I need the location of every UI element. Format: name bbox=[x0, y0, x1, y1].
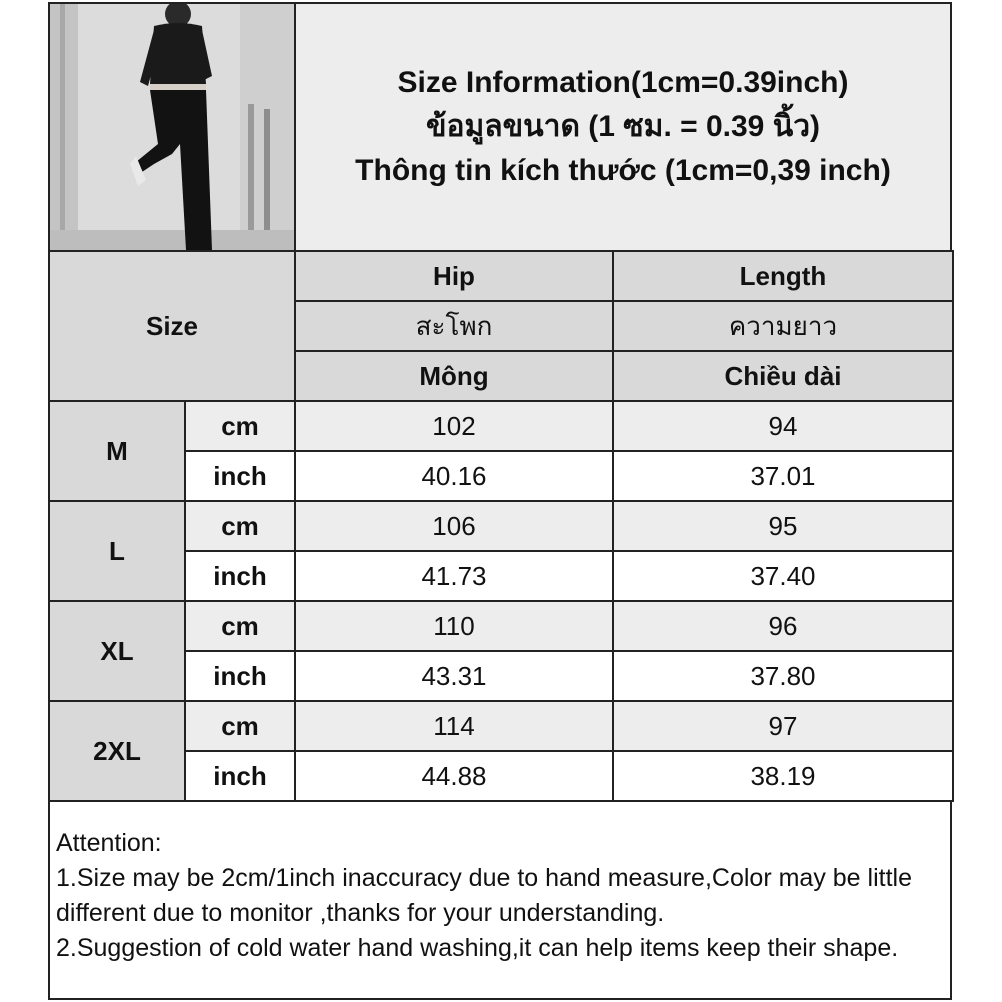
table-row bbox=[49, 701, 953, 751]
size-name-2xl: 2XL bbox=[49, 701, 185, 801]
hip-header-en: Hip bbox=[295, 251, 613, 301]
length-value: 37.01 bbox=[613, 451, 953, 501]
table-row bbox=[49, 451, 953, 501]
attention-note-2: 2.Suggestion of cold water hand washing,it can help items keep their shape. bbox=[56, 934, 899, 962]
model-photo-illustration bbox=[50, 4, 294, 250]
unit-cell: inch bbox=[185, 651, 295, 701]
header-title-english: Size Information(1cm=0.39inch) bbox=[397, 66, 849, 99]
length-header-vi: Chiều dài bbox=[613, 351, 953, 401]
size-name-m: M bbox=[49, 401, 185, 501]
product-photo bbox=[50, 4, 296, 250]
unit-cell: cm bbox=[185, 401, 295, 451]
length-value: 95 bbox=[613, 501, 953, 551]
hip-value: 44.88 bbox=[295, 751, 613, 801]
length-value: 97 bbox=[613, 701, 953, 751]
hip-value: 114 bbox=[295, 701, 613, 751]
attention-notes bbox=[50, 826, 950, 998]
length-header-en: Length bbox=[613, 251, 953, 301]
table-row bbox=[49, 601, 953, 651]
size-table bbox=[48, 250, 954, 802]
hip-value: 106 bbox=[295, 501, 613, 551]
length-header-th: ความยาว bbox=[613, 301, 953, 351]
length-value: 94 bbox=[613, 401, 953, 451]
unit-cell: cm bbox=[185, 601, 295, 651]
hip-header-th: สะโพก bbox=[295, 301, 613, 351]
table-row bbox=[49, 651, 953, 701]
hip-header-vi: Mông bbox=[295, 351, 613, 401]
length-value: 37.40 bbox=[613, 551, 953, 601]
header-title-vietnamese: Thông tin kích thước (1cm=0,39 inch) bbox=[355, 154, 891, 187]
length-value: 96 bbox=[613, 601, 953, 651]
size-information-header bbox=[296, 4, 950, 250]
length-value: 38.19 bbox=[613, 751, 953, 801]
size-name-l: L bbox=[49, 501, 185, 601]
size-name-xl: XL bbox=[49, 601, 185, 701]
unit-cell: inch bbox=[185, 551, 295, 601]
unit-cell: inch bbox=[185, 751, 295, 801]
unit-cell: cm bbox=[185, 501, 295, 551]
table-row bbox=[49, 551, 953, 601]
hip-value: 102 bbox=[295, 401, 613, 451]
table-header-row bbox=[49, 251, 953, 301]
unit-cell: cm bbox=[185, 701, 295, 751]
hip-value: 40.16 bbox=[295, 451, 613, 501]
attention-note-1: 1.Size may be 2cm/1inch inaccuracy due to hand measure,Color may be little different due to monitor ,thanks for your understanding. bbox=[56, 864, 912, 927]
length-value: 37.80 bbox=[613, 651, 953, 701]
hip-value: 110 bbox=[295, 601, 613, 651]
size-column-header: Size bbox=[49, 251, 295, 401]
table-row bbox=[49, 751, 953, 801]
unit-cell: inch bbox=[185, 451, 295, 501]
table-row bbox=[49, 401, 953, 451]
table-row bbox=[49, 501, 953, 551]
header-title-thai: ข้อมูลขนาด (1 ซม. = 0.39 นิ้ว) bbox=[425, 110, 821, 143]
attention-title: Attention: bbox=[56, 829, 162, 857]
hip-value: 43.31 bbox=[295, 651, 613, 701]
hip-value: 41.73 bbox=[295, 551, 613, 601]
